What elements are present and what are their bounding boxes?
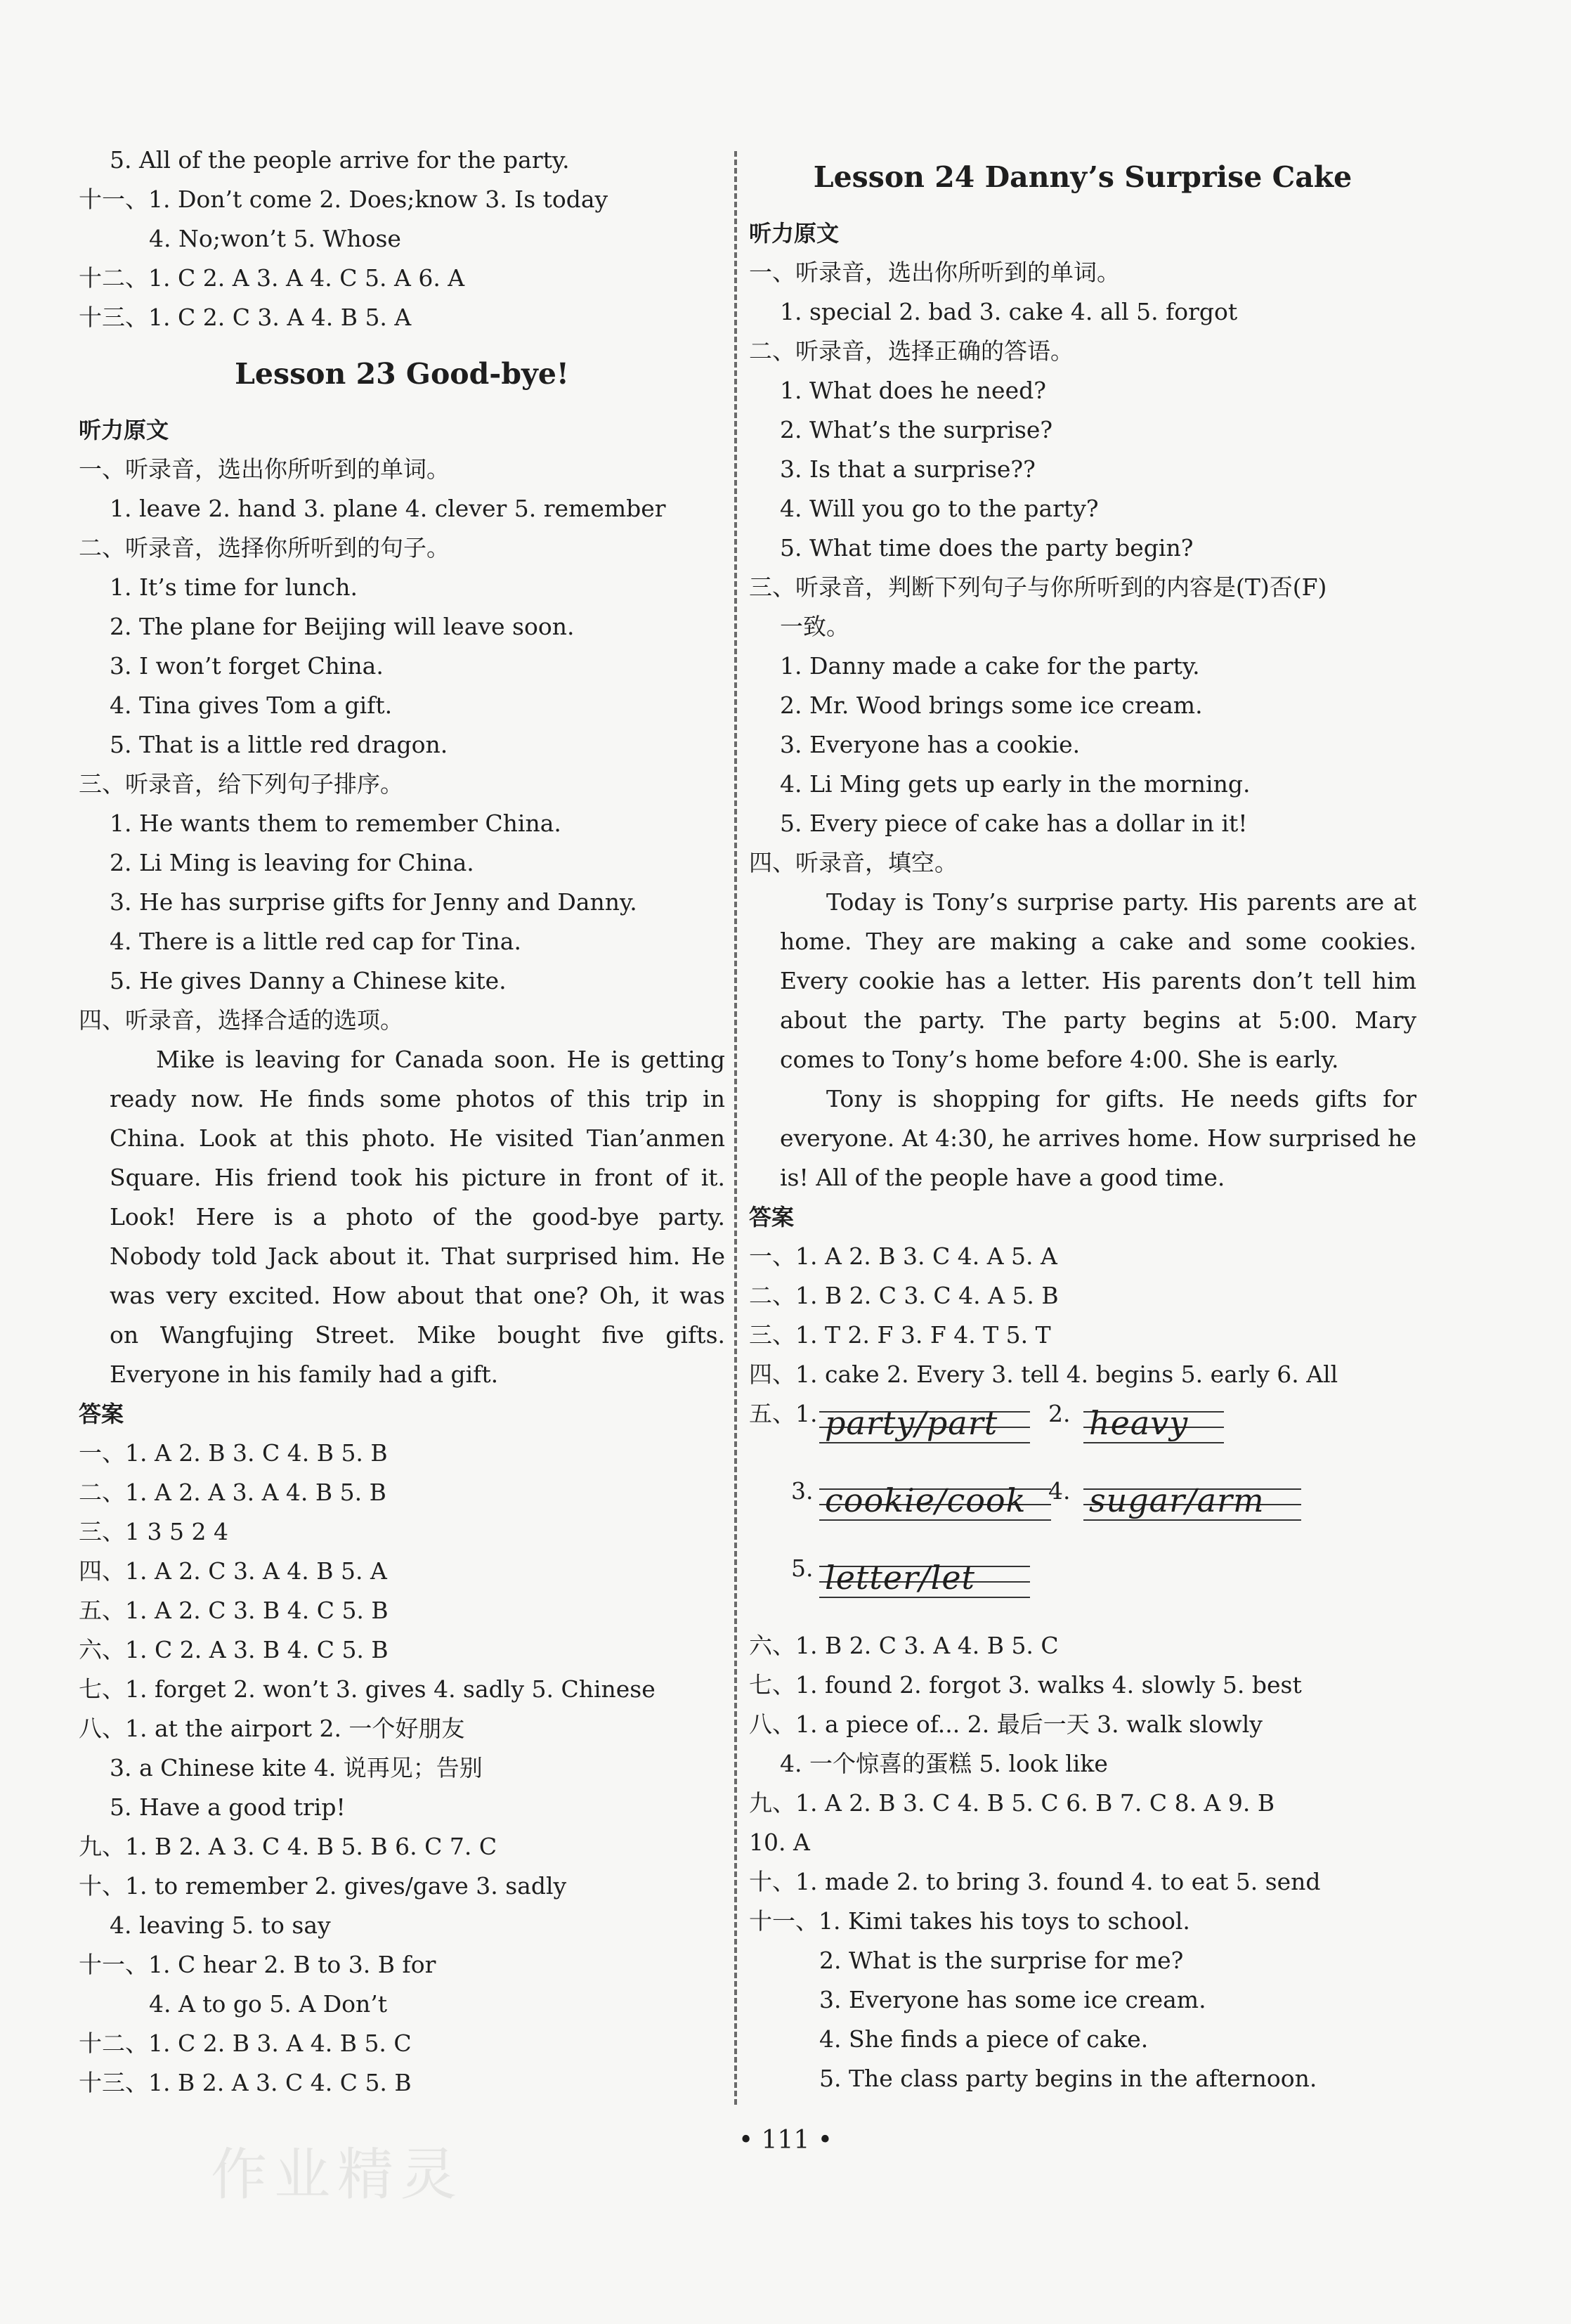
- text-line: 1. special 2. bad 3. cake 4. all 5. forgot: [780, 298, 1238, 325]
- answer-line: 二、1. B 2. C 3. C 4. A 5. B: [749, 1282, 1059, 1309]
- handwriting-box: [819, 1556, 1030, 1605]
- answer-line: 10. A: [749, 1829, 810, 1856]
- right-column: [749, 141, 1416, 2098]
- answer-line: 八、1. a piece of... 2. 最后一天 3. walk slowly: [749, 1710, 1263, 1738]
- answer-line: 三、1 3 5 2 4: [79, 1518, 228, 1545]
- answer-line: 4. A to go 5. A Don’t: [149, 1990, 388, 2018]
- list-item: 4. There is a little red cap for Tina.: [110, 928, 521, 955]
- answer-line: 4. She finds a piece of cake.: [819, 2025, 1149, 2053]
- question-heading: 一、听录音，选出你所听到的单词。: [79, 455, 450, 483]
- list-item: 2. Li Ming is leaving for China.: [110, 849, 474, 876]
- text-line: 十二、1. C 2. A 3. A 4. C 5. A 6. A: [79, 264, 465, 292]
- answer-line: 十一、1. Kimi takes his toys to school.: [749, 1907, 1190, 1935]
- answer-line: 四、1. cake 2. Every 3. tell 4. begins 5. early 6. All: [749, 1361, 1338, 1388]
- question-heading: 四、听录音，选择合适的选项。: [79, 1006, 403, 1034]
- answer-line: 一、1. A 2. B 3. C 4. A 5. A: [749, 1242, 1057, 1270]
- passage: [79, 1040, 725, 1394]
- left-column: [79, 141, 725, 2103]
- list-item: 1. He wants them to remember China.: [110, 810, 561, 837]
- lesson-title: Lesson 23 Good-bye!: [235, 357, 569, 391]
- list-item: 5. That is a little red dragon.: [110, 731, 448, 758]
- answer-line: 3. a Chinese kite 4. 说再见；告别: [110, 1754, 483, 1781]
- handwriting-box: [819, 1401, 1030, 1450]
- answer-line: 4. leaving 5. to say: [110, 1911, 331, 1939]
- answer-line: 5. Have a good trip!: [110, 1793, 346, 1821]
- passage-text: Today is Tony’s surprise party. His parents are at home. They are making a cake and some cookies. Every cookie has a letter. His parents don’t tell him about the party. The party begins at 5:00. Mary comes to Tony’s home before 4:00. She is early.: [780, 888, 1416, 1073]
- question-heading: 三、听录音，判断下列句子与你所听到的内容是(T)否(F): [749, 573, 1327, 601]
- text-line: 4. No;won’t 5. Whose: [149, 225, 401, 252]
- answer-line: 九、1. B 2. A 3. C 4. B 5. B 6. C 7. C: [79, 1833, 497, 1860]
- text-line: 1. leave 2. hand 3. plane 4. clever 5. remember: [110, 495, 666, 522]
- handwriting-box: [1083, 1401, 1224, 1450]
- passage-text: Mike is leaving for Canada soon. He is getting ready now. He finds some photos of this trip in China. Look at this photo. He visited Tian’anmen Square. His friend took his picture in front of it. Look! Here is a photo of the good-bye party. Nobody told Jack about it. That surprised him. He was very excited. How about that one? Oh, it was on Wangfujing Street. Mike bought five gifts. Everyone in his family had a gift.: [110, 1046, 725, 1388]
- handwritten-answer: sugar/arm: [1089, 1481, 1265, 1519]
- answer-line: 九、1. A 2. B 3. C 4. B 5. C 6. B 7. C 8. A 9. B: [749, 1789, 1275, 1817]
- answer-line: 一、1. A 2. B 3. C 4. B 5. B: [79, 1439, 388, 1467]
- section-heading: 听力原文: [749, 220, 840, 247]
- lesson-title: Lesson 24 Danny’s Surprise Cake: [813, 160, 1352, 194]
- list-item: 5. He gives Danny a Chinese kite.: [110, 967, 507, 994]
- answer-line: 十二、1. C 2. B 3. A 4. B 5. C: [79, 2030, 412, 2057]
- passage: [749, 883, 1416, 1197]
- answer-line: 十一、1. C hear 2. B to 3. B for: [79, 1951, 436, 1978]
- page-number: • 111 •: [738, 2126, 833, 2155]
- list-item: 2. The plane for Beijing will leave soon.: [110, 613, 575, 640]
- question-heading: 二、听录音，选择你所听到的句子。: [79, 534, 450, 561]
- list-item: 3. Everyone has a cookie.: [780, 731, 1081, 758]
- list-item: 3. I won’t forget China.: [110, 652, 384, 680]
- answer-line: 三、1. T 2. F 3. F 4. T 5. T: [749, 1321, 1051, 1349]
- answer-line: 六、1. B 2. C 3. A 4. B 5. C: [749, 1632, 1059, 1659]
- answer-label: 2.: [1048, 1400, 1071, 1427]
- answer-label: 4.: [1048, 1477, 1071, 1505]
- watermark: 作业精灵: [211, 2142, 464, 2207]
- answer-line: 十、1. to remember 2. gives/gave 3. sadly: [79, 1872, 567, 1900]
- handwritten-answer: letter/let: [825, 1559, 976, 1597]
- list-item: 4. Li Ming gets up early in the morning.: [780, 770, 1251, 798]
- answer-line: 六、1. C 2. A 3. B 4. C 5. B: [79, 1636, 389, 1663]
- column-divider: [734, 151, 737, 2105]
- answer-line: 五、1. A 2. C 3. B 4. C 5. B: [79, 1597, 389, 1624]
- answer-line: 四、1. A 2. C 3. A 4. B 5. A: [79, 1557, 387, 1585]
- list-item: 1. It’s time for lunch.: [110, 573, 358, 601]
- handwriting-box: [1083, 1479, 1301, 1528]
- answers-heading: 答案: [749, 1204, 795, 1231]
- list-item: 5. Every piece of cake has a dollar in it!: [780, 810, 1248, 837]
- question-heading: 三、听录音，给下列句子排序。: [79, 770, 403, 798]
- answer-label: 五、1.: [749, 1400, 818, 1427]
- answer-line: 4. 一个惊喜的蛋糕 5. look like: [780, 1750, 1108, 1777]
- answer-line: 5. The class party begins in the afternoon.: [819, 2065, 1317, 2092]
- list-item: 4. Tina gives Tom a gift.: [110, 692, 393, 719]
- list-item: 3. Is that a surprise??: [780, 455, 1036, 483]
- handwriting-box: [819, 1479, 1051, 1528]
- list-item: 5. What time does the party begin?: [780, 534, 1194, 561]
- question-heading: 二、听录音，选择正确的答语。: [749, 337, 1074, 365]
- answer-label: 3.: [791, 1477, 814, 1505]
- answer-line: 2. What is the surprise for me?: [819, 1947, 1184, 1974]
- list-item: 3. He has surprise gifts for Jenny and Danny.: [110, 888, 637, 916]
- handwritten-answer: heavy: [1089, 1404, 1189, 1442]
- answers-heading: 答案: [79, 1401, 124, 1427]
- text-line: 5. All of the people arrive for the party.: [110, 146, 570, 174]
- answer-line: 二、1. A 2. A 3. A 4. B 5. B: [79, 1479, 386, 1506]
- answer-line: 3. Everyone has some ice cream.: [819, 1986, 1206, 2013]
- list-item: 1. What does he need?: [780, 377, 1046, 404]
- handwriting-row: [749, 1394, 1416, 1472]
- list-item: 4. Will you go to the party?: [780, 495, 1099, 522]
- question-heading: 四、听录音，填空。: [749, 849, 958, 876]
- text-line: 十三、1. C 2. C 3. A 4. B 5. A: [79, 304, 412, 331]
- answer-line: 七、1. forget 2. won’t 3. gives 4. sadly 5. Chinese: [79, 1675, 656, 1703]
- handwriting-row: [749, 1472, 1416, 1549]
- question-heading: 一、听录音，选出你所听到的单词。: [749, 259, 1120, 286]
- list-item: 1. Danny made a cake for the party.: [780, 652, 1200, 680]
- list-item: 2. What’s the surprise?: [780, 416, 1053, 443]
- answer-label: 5.: [791, 1554, 814, 1582]
- question-heading-cont: 一致。: [780, 613, 849, 640]
- answer-line: 十三、1. B 2. A 3. C 4. C 5. B: [79, 2069, 412, 2096]
- list-item: 2. Mr. Wood brings some ice cream.: [780, 692, 1203, 719]
- passage-text: Tony is shopping for gifts. He needs gifts for everyone. At 4:30, he arrives home. How surprised he is! All of the people have a good time.: [780, 1085, 1416, 1191]
- handwritten-answer: cookie/cook: [825, 1481, 1026, 1519]
- answer-line: 十、1. made 2. to bring 3. found 4. to eat 5. send: [749, 1868, 1321, 1895]
- section-heading: 听力原文: [79, 417, 169, 443]
- answer-line: 七、1. found 2. forgot 3. walks 4. slowly 5. best: [749, 1671, 1302, 1699]
- handwritten-answer: party/part: [825, 1404, 998, 1442]
- answer-line: 八、1. at the airport 2. 一个好朋友: [79, 1715, 465, 1742]
- text-line: 十一、1. Don’t come 2. Does;know 3. Is today: [79, 186, 608, 213]
- handwriting-row: [749, 1549, 1416, 1626]
